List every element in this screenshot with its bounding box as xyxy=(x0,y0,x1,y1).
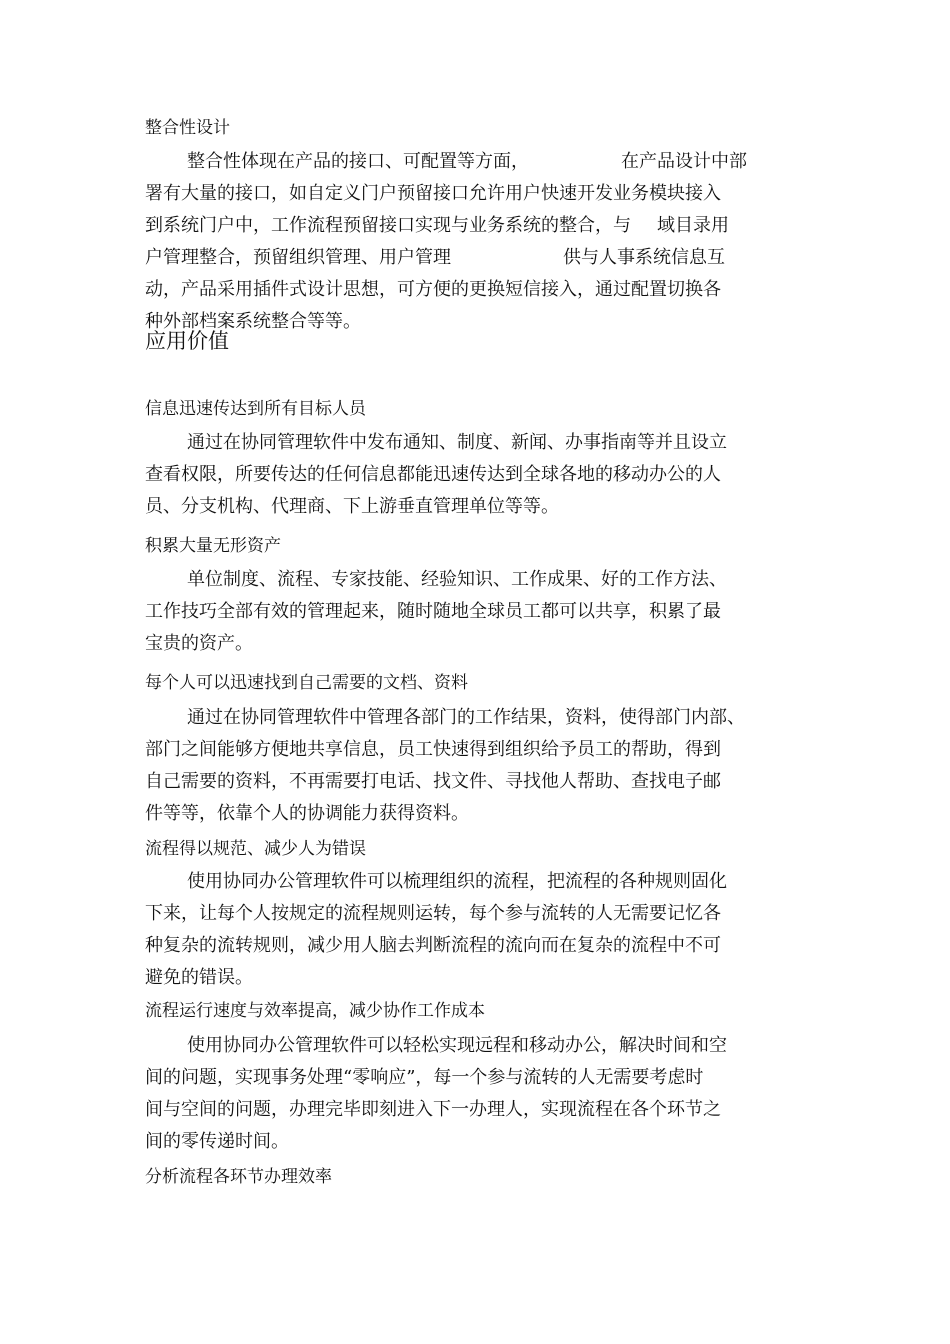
paragraph-line: 部门之间能够方便地共享信息，员工快速得到组织给予员工的帮助，得到 xyxy=(145,739,721,760)
paragraph-line: 到系统门户中，工作流程预留接口实现与业务系统的整合，与 域目录用 xyxy=(145,215,729,236)
paragraph-line: 避免的错误。 xyxy=(145,967,253,988)
paragraph-line: 署有大量的接口，如自定义门户预留接口允许用户快速开发业务模块接入 xyxy=(145,183,721,204)
paragraph-line: 动，产品采用插件式设计思想，可方便的更换短信接入，通过配置切换各 xyxy=(145,279,721,300)
item-title: 分析流程各环节办理效率 xyxy=(145,1167,332,1187)
section-title-application-value: 应用价值 xyxy=(145,329,229,353)
paragraph-line: 下来，让每个人按规定的流程规则运转，每个参与流转的人无需要记忆各 xyxy=(145,903,721,924)
item-title: 信息迅速传达到所有目标人员 xyxy=(145,399,366,419)
item-paragraph xyxy=(145,866,805,994)
paragraph-line: 通过在协同管理软件中发布通知、制度、新闻、办事指南等并且设立 xyxy=(187,432,727,453)
item-paragraph xyxy=(145,1030,805,1158)
item-paragraph xyxy=(145,564,805,660)
paragraph-line: 间的问题，实现事务处理“零响应”，每一个参与流转的人无需要考虑时 xyxy=(145,1067,704,1088)
paragraph-line: 种外部档案系统整合等等。 xyxy=(145,311,361,332)
paragraph-line: 整合性体现在产品的接口、可配置等方面， 在产品设计中部 xyxy=(187,151,747,172)
paragraph-line: 工作技巧全部有效的管理起来，随时随地全球员工都可以共享，积累了最 xyxy=(145,601,721,622)
paragraph-line: 间与空间的问题，办理完毕即刻进入下一办理人，实现流程在各个环节之 xyxy=(145,1099,721,1120)
paragraph-integration xyxy=(145,146,805,338)
paragraph-line: 查看权限，所要传达的任何信息都能迅速传达到全球各地的移动办公的人 xyxy=(145,464,721,485)
item-title: 积累大量无形资产 xyxy=(145,536,281,556)
paragraph-line: 自己需要的资料，不再需要打电话、找文件、寻找他人帮助、查找电子邮 xyxy=(145,771,721,792)
paragraph-line: 种复杂的流转规则，减少用人脑去判断流程的流向而在复杂的流程中不可 xyxy=(145,935,721,956)
paragraph-line: 件等等，依靠个人的协调能力获得资料。 xyxy=(145,803,469,824)
item-title: 流程运行速度与效率提高，减少协作工作成本 xyxy=(145,1001,485,1021)
paragraph-line: 宝贵的资产。 xyxy=(145,633,253,654)
paragraph-line: 员、分支机构、代理商、下上游垂直管理单位等等。 xyxy=(145,496,559,517)
paragraph-line: 间的零传递时间。 xyxy=(145,1131,289,1152)
paragraph-line: 单位制度、流程、专家技能、经验知识、工作成果、好的工作方法、 xyxy=(187,569,727,590)
section-title-integration: 整合性设计 xyxy=(145,118,230,138)
paragraph-line: 使用协同办公管理软件可以梳理组织的流程，把流程的各种规则固化 xyxy=(187,871,727,892)
paragraph-line: 通过在协同管理软件中管理各部门的工作结果，资料，使得部门内部、 xyxy=(187,707,745,728)
item-paragraph xyxy=(145,427,805,523)
item-title: 流程得以规范、减少人为错误 xyxy=(145,839,366,859)
item-title: 每个人可以迅速找到自己需要的文档、资料 xyxy=(145,673,468,693)
item-paragraph xyxy=(145,702,805,830)
paragraph-line: 户管理整合，预留组织管理、用户管理 供与人事系统信息互 xyxy=(145,247,725,268)
paragraph-line: 使用协同办公管理软件可以轻松实现远程和移动办公，解决时间和空 xyxy=(187,1035,727,1056)
